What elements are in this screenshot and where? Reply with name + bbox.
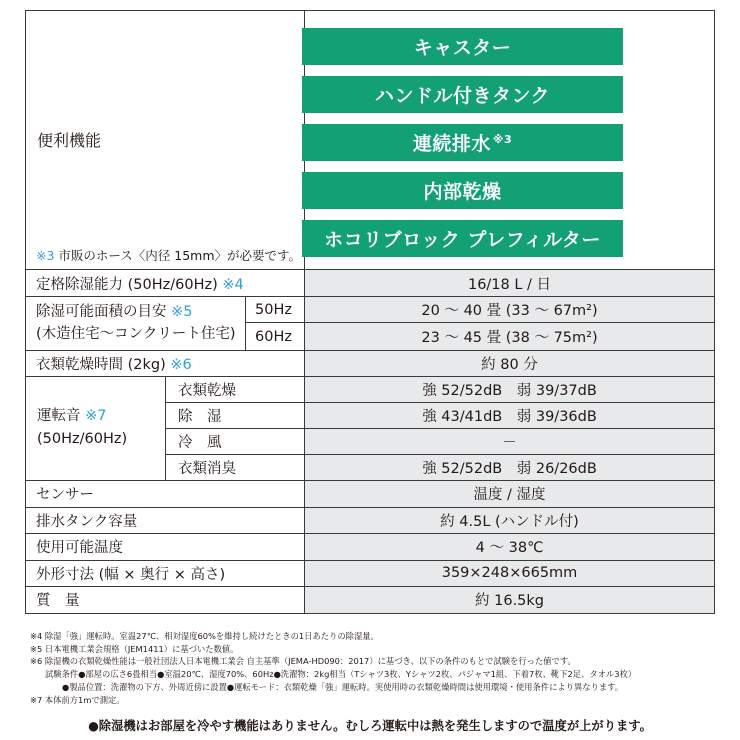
- tank-value: 約 4.5L (ハンドル付): [305, 507, 715, 533]
- footnote: ※7 本体前方1mで測定。: [30, 694, 125, 705]
- noise-mode-name: 冷 風: [166, 428, 305, 454]
- capacity-row: [26, 270, 715, 297]
- area-60hz-value: 23 ～ 45 畳 (38 ～ 75m²): [305, 323, 715, 350]
- feature-prefilter: ホコリブロック プレフィルター: [302, 220, 623, 257]
- features-note: [36, 246, 301, 264]
- area-row-50: [26, 297, 715, 323]
- weight-label: 質 量: [26, 586, 305, 613]
- temp-value: 4 ～ 38℃: [305, 533, 715, 560]
- note-text: 市販のホース〈内径 15mm〉が必要です。: [54, 248, 302, 263]
- noise-mode-name: 衣類消臭: [166, 454, 305, 480]
- temp-row: [26, 533, 715, 560]
- footnotes: [30, 630, 636, 706]
- area-50hz-value: 20 ～ 40 畳 (33 ～ 67m²): [305, 297, 715, 323]
- area-50hz-label: 50Hz: [246, 297, 305, 323]
- weight-row: [26, 586, 715, 613]
- drying-label: 衣類乾燥時間 (2kg) ※6: [26, 350, 305, 376]
- noise-mode-value: 強 52/52dB 弱 26/26dB: [305, 454, 715, 480]
- feature-handle-tank: ハンドル付きタンク: [302, 76, 623, 113]
- footnote: ※6 除湿機の衣類乾燥性能は一般社団法人日本電機工業会 自主基準（JEMA-HD090：2017）に基づき、以下の条件のもとで試験を行った値です。: [30, 656, 576, 667]
- dims-value: 359×248×665mm: [305, 560, 715, 586]
- feature-continuous-drain: 連続排水 $^{※3}$: [302, 124, 623, 161]
- tank-label: 排水タンク容量: [26, 507, 305, 533]
- capacity-label: 定格除湿能力 (50Hz/60Hz) ※4: [26, 270, 305, 297]
- dims-row: [26, 560, 715, 586]
- capacity-value: 16/18 L / 日: [305, 270, 715, 297]
- noise-label: 運転音 ※7 (50Hz/60Hz): [26, 376, 166, 480]
- sensor-label: センサー: [26, 480, 305, 507]
- drying-row: [26, 350, 715, 376]
- noise-mode-value: 強 43/41dB 弱 39/36dB: [305, 402, 715, 428]
- noise-mode-name: 衣類乾燥: [166, 376, 305, 402]
- feature-sup: ※3: [492, 133, 513, 146]
- area-60hz-label: 60Hz: [246, 323, 305, 350]
- temp-label: 使用可能温度: [26, 533, 305, 560]
- feature-list: [302, 28, 623, 268]
- drying-value: 約 80 分: [305, 350, 715, 376]
- features-title: 便利機能: [37, 131, 102, 150]
- footnote: 試験条件●部屋の広さ6畳相当●室温20℃、湿度70%、60Hz●洗濯物：2kg相当（Tシャツ3枚、Yシャツ2枚、パジャマ1組、下着7枚、靴下2足、タオル3枚）: [45, 669, 637, 680]
- feature-internal-drying: 内部乾燥: [302, 172, 623, 209]
- noise-mode-value: －: [305, 428, 715, 454]
- note-mark: ※3: [36, 248, 55, 263]
- warning-note: ●除湿機はお部屋を冷やす機能はありません。むしろ運転中は熱を発生しますので温度が上がります。: [88, 719, 652, 733]
- noise-row: [26, 376, 715, 402]
- footnote: ※5 日本電機工業会規格（JEM1411）に基づいた数値。: [30, 643, 239, 654]
- weight-value: 約 16.5kg: [305, 586, 715, 613]
- sensor-row: [26, 480, 715, 507]
- feature-casters: キャスター: [302, 28, 623, 65]
- area-label: 除湿可能面積の目安 ※5 (木造住宅～コンクリート住宅): [26, 297, 246, 350]
- footnote: ●製品位置：洗濯物の下方、外周近傍に設置●運転モード：衣類乾燥「強」運転時。実使用時の衣類乾燥時間は使用環境・使用条件により異なります。: [62, 681, 624, 692]
- noise-mode-name: 除 湿: [166, 402, 305, 428]
- noise-mode-value: 強 52/52dB 弱 39/37dB: [305, 376, 715, 402]
- footnote: ※4 除湿「強」運転時。室温27℃、相対湿度60%を維持し続けたときの1日あたりの除湿量。: [30, 631, 379, 641]
- tank-row: [26, 507, 715, 533]
- sensor-value: 温度 / 湿度: [305, 480, 715, 507]
- features-label-cell: [26, 11, 305, 270]
- dims-label: 外形寸法 (幅 × 奥行 × 高さ): [26, 560, 305, 586]
